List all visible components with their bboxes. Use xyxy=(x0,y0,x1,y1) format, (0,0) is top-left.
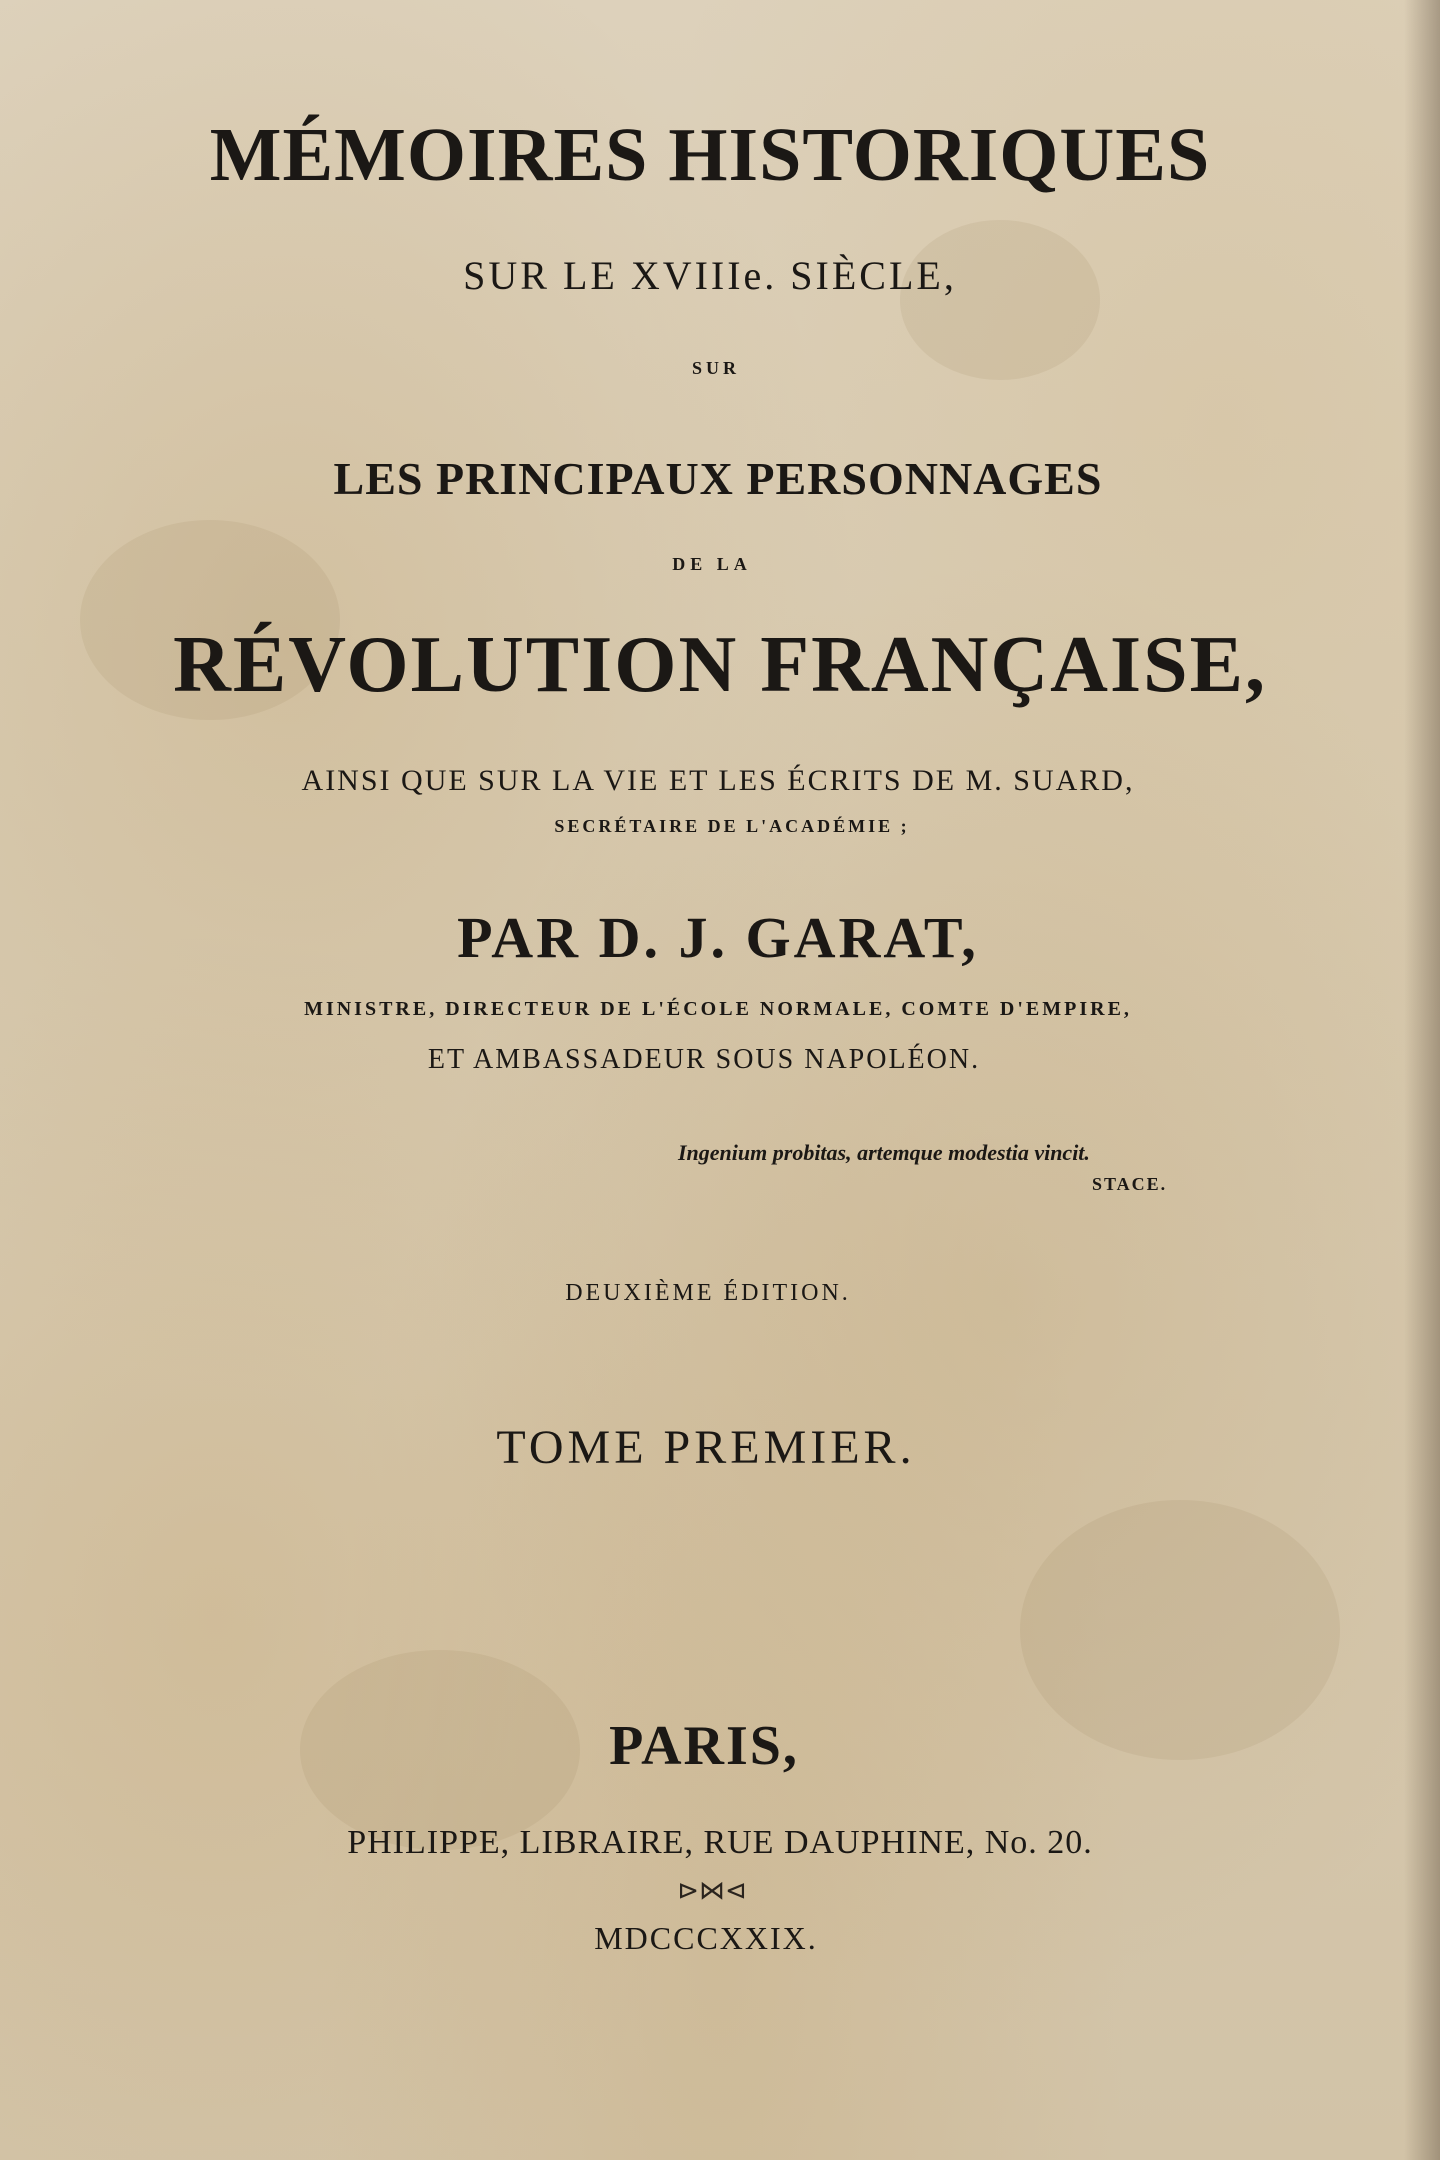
imprint-city: PARIS, xyxy=(609,1715,799,1777)
subtitle-line-2: SECRÉTAIRE DE L'ACADÉMIE ; xyxy=(554,816,910,836)
imprint-date: MDCCCXXIX. xyxy=(594,1920,818,1956)
subtitle-line-1: AINSI QUE SUR LA VIE ET LES ÉCRITS DE M. SUARD, xyxy=(301,764,1135,797)
edition: DEUXIÈME ÉDITION. xyxy=(565,1280,851,1306)
connector-sur: SUR xyxy=(691,358,740,378)
ornament-icon: ⊳⋈⊲ xyxy=(677,1876,747,1905)
paper-stain xyxy=(900,220,1100,380)
title-line-3: LES PRINCIPAUX PERSONNAGES xyxy=(333,453,1103,504)
author-titles-line-1: MINISTRE, DIRECTEUR DE L'ÉCOLE NORMALE, COMTE D'EMPIRE, xyxy=(304,998,1132,1020)
title-line-4: RÉVOLUTION FRANÇAISE, xyxy=(173,621,1267,709)
epigraph-author: STACE. xyxy=(1092,1174,1168,1194)
author-titles-line-2: ET AMBASSADEUR SOUS NAPOLÉON. xyxy=(427,1044,981,1075)
connector-de-la: DE LA xyxy=(672,554,752,574)
author-line: PAR D. J. GARAT, xyxy=(457,905,979,970)
imprint-publisher: PHILIPPE, LIBRAIRE, RUE DAUPHINE, No. 20. xyxy=(347,1824,1093,1861)
title-line-2: SUR LE XVIIIe. SIÈCLE, xyxy=(463,253,957,298)
epigraph: Ingenium probitas, artemque modestia vincit. xyxy=(678,1140,1090,1165)
volume: TOME PREMIER. xyxy=(496,1421,916,1474)
page-edge-shadow xyxy=(1404,0,1440,2160)
title-line-1: MÉMOIRES HISTORIQUES xyxy=(209,113,1211,197)
